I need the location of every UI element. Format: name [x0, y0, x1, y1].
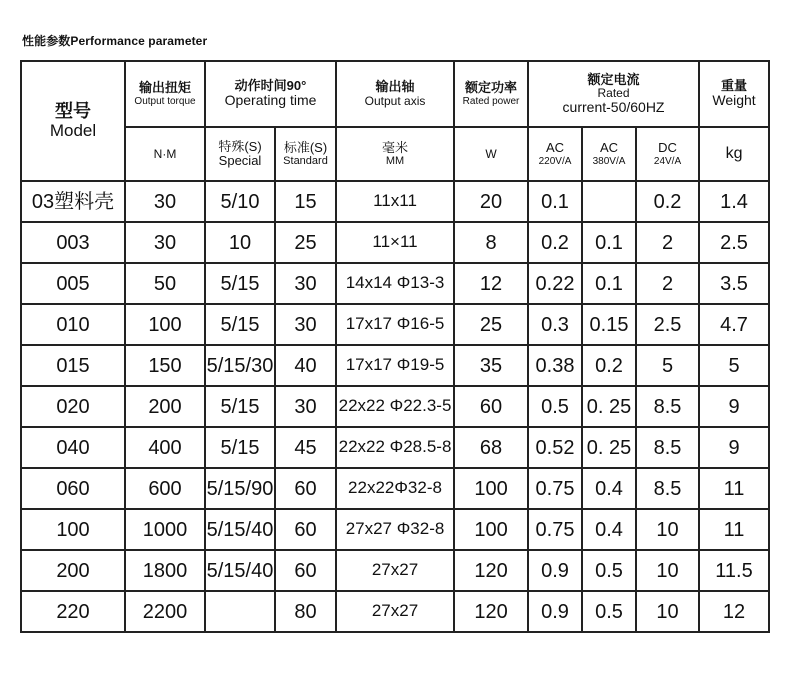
header-time [205, 61, 336, 127]
cell-dc24: 0.2 [636, 181, 699, 222]
cell-model: 005 [21, 263, 125, 304]
ac220-voltage: 220V/A [538, 155, 572, 167]
table-row [21, 550, 769, 591]
axis-unit-zh: 毫米 [382, 139, 409, 155]
cell-ac220: 0.1 [528, 181, 582, 222]
cell-weight: 11 [699, 468, 769, 509]
cell-ac380: 0.2 [582, 345, 636, 386]
cell-axis: 11x11 [336, 181, 454, 222]
table-row [21, 509, 769, 550]
header-row [21, 61, 769, 127]
cell-special: 5/15/90 [205, 468, 275, 509]
cell-axis: 27x27 Φ32-8 [336, 509, 454, 550]
header-weight-en: Weight [712, 92, 756, 109]
table-row [21, 263, 769, 304]
cell-ac220: 0.38 [528, 345, 582, 386]
cell-weight: 4.7 [699, 304, 769, 345]
header-weight-zh: 重量 [721, 78, 748, 94]
header-current-en-line1: Rated [597, 85, 630, 100]
header-axis [336, 61, 454, 127]
cell-standard: 60 [275, 509, 336, 550]
weight-unit: kg [725, 145, 743, 163]
header-time-zh: 动作时间90° [234, 78, 307, 94]
header-power [454, 61, 528, 127]
cell-ac220: 0.3 [528, 304, 582, 345]
cell-power: 8 [454, 222, 528, 263]
cell-special: 5/15/40 [205, 509, 275, 550]
cell-model: 010 [21, 304, 125, 345]
cell-ac220: 0.9 [528, 591, 582, 632]
cell-power: 25 [454, 304, 528, 345]
cell-model: 03塑料壳 [21, 181, 125, 222]
cell-weight: 12 [699, 591, 769, 632]
cell-power: 12 [454, 263, 528, 304]
cell-ac380: 0.1 [582, 263, 636, 304]
ac220-label: AC [545, 140, 565, 156]
subheader-torque-unit [125, 127, 205, 181]
cell-standard: 30 [275, 386, 336, 427]
cell-axis: 22x22 Φ28.5-8 [336, 427, 454, 468]
subheader-standard [275, 127, 336, 181]
cell-standard: 30 [275, 304, 336, 345]
cell-model: 060 [21, 468, 125, 509]
header-model [21, 61, 125, 181]
standard-zh: 标准(S) [283, 139, 328, 155]
cell-ac380: 0. 25 [582, 427, 636, 468]
cell-torque: 50 [125, 263, 205, 304]
ac380-voltage: 380V/A [592, 155, 626, 167]
special-zh: 特殊(S) [218, 138, 262, 154]
cell-torque: 600 [125, 468, 205, 509]
cell-standard: 15 [275, 181, 336, 222]
header-torque [125, 61, 205, 127]
cell-special: 5/15/30 [205, 345, 275, 386]
power-unit: W [485, 147, 497, 162]
cell-power: 35 [454, 345, 528, 386]
cell-torque: 400 [125, 427, 205, 468]
cell-model: 015 [21, 345, 125, 386]
cell-standard: 60 [275, 468, 336, 509]
cell-ac380: 0.4 [582, 509, 636, 550]
cell-standard: 60 [275, 550, 336, 591]
cell-special: 10 [205, 222, 275, 263]
cell-standard: 80 [275, 591, 336, 632]
table-row [21, 181, 769, 222]
cell-ac220: 0.9 [528, 550, 582, 591]
cell-model: 040 [21, 427, 125, 468]
header-axis-zh: 输出轴 [375, 79, 415, 95]
cell-standard: 25 [275, 222, 336, 263]
table-row [21, 427, 769, 468]
cell-ac220: 0.2 [528, 222, 582, 263]
subheader-ac220 [528, 127, 582, 181]
subheader-dc24 [636, 127, 699, 181]
cell-dc24: 2 [636, 263, 699, 304]
cell-weight: 2.5 [699, 222, 769, 263]
cell-special [205, 591, 275, 632]
cell-power: 120 [454, 550, 528, 591]
cell-axis: 27x27 [336, 550, 454, 591]
standard-en: Standard [283, 155, 328, 168]
cell-dc24: 2 [636, 222, 699, 263]
torque-unit: N·M [153, 147, 177, 162]
cell-special: 5/10 [205, 181, 275, 222]
cell-ac380: 0. 25 [582, 386, 636, 427]
table-row [21, 468, 769, 509]
cell-weight: 3.5 [699, 263, 769, 304]
cell-special: 5/15 [205, 304, 275, 345]
cell-dc24: 8.5 [636, 427, 699, 468]
cell-ac380: 0.4 [582, 468, 636, 509]
table-row [21, 591, 769, 632]
cell-model: 100 [21, 509, 125, 550]
page-title: 性能参数Performance parameter [22, 34, 208, 48]
dc24-label: DC [658, 140, 677, 156]
axis-unit-en: MM [385, 155, 405, 168]
cell-special: 5/15 [205, 427, 275, 468]
table-body [21, 61, 769, 632]
table-row [21, 386, 769, 427]
cell-axis: 14x14 Φ13-3 [336, 263, 454, 304]
cell-power: 120 [454, 591, 528, 632]
cell-standard: 45 [275, 427, 336, 468]
cell-ac380: 0.1 [582, 222, 636, 263]
cell-dc24: 8.5 [636, 386, 699, 427]
header-torque-en: Output torque [134, 95, 196, 107]
header-current [528, 61, 699, 127]
header-current-en-line2: current-50/60HZ [562, 99, 665, 116]
cell-axis: 22x22 Φ22.3-5 [336, 386, 454, 427]
subheader-weight-unit [699, 127, 769, 181]
header-torque-zh: 输出扭矩 [138, 80, 191, 96]
cell-power: 100 [454, 509, 528, 550]
cell-axis: 27x27 [336, 591, 454, 632]
header-model-en: Model [49, 120, 97, 140]
cell-axis: 17x17 Φ16-5 [336, 304, 454, 345]
cell-axis: 11×11 [336, 222, 454, 263]
cell-standard: 40 [275, 345, 336, 386]
cell-torque: 2200 [125, 591, 205, 632]
cell-dc24: 10 [636, 550, 699, 591]
cell-ac380: 0.5 [582, 591, 636, 632]
cell-ac380: 0.5 [582, 550, 636, 591]
special-en: Special [218, 153, 262, 168]
cell-torque: 30 [125, 222, 205, 263]
header-current-zh: 额定电流 [587, 71, 640, 87]
table-row [21, 345, 769, 386]
header-model-zh: 型号 [55, 100, 91, 121]
header-power-zh: 额定功率 [465, 80, 518, 96]
performance-table [20, 60, 770, 633]
cell-ac380: 0.15 [582, 304, 636, 345]
cell-ac220: 0.75 [528, 468, 582, 509]
cell-weight: 9 [699, 386, 769, 427]
cell-ac220: 0.22 [528, 263, 582, 304]
header-power-en: Rated power [462, 95, 520, 107]
subheader-special [205, 127, 275, 181]
cell-torque: 30 [125, 181, 205, 222]
subheader-row [21, 127, 769, 181]
dc24-voltage: 24V/A [653, 155, 682, 167]
cell-special: 5/15/40 [205, 550, 275, 591]
cell-model: 200 [21, 550, 125, 591]
cell-standard: 30 [275, 263, 336, 304]
cell-torque: 1000 [125, 509, 205, 550]
cell-power: 100 [454, 468, 528, 509]
cell-weight: 9 [699, 427, 769, 468]
ac380-label: AC [599, 140, 619, 156]
cell-dc24: 10 [636, 509, 699, 550]
cell-torque: 150 [125, 345, 205, 386]
cell-torque: 200 [125, 386, 205, 427]
cell-weight: 5 [699, 345, 769, 386]
cell-weight: 1.4 [699, 181, 769, 222]
cell-torque: 1800 [125, 550, 205, 591]
cell-dc24: 5 [636, 345, 699, 386]
cell-weight: 11 [699, 509, 769, 550]
cell-torque: 100 [125, 304, 205, 345]
cell-power: 60 [454, 386, 528, 427]
cell-power: 68 [454, 427, 528, 468]
cell-ac220: 0.52 [528, 427, 582, 468]
cell-dc24: 10 [636, 591, 699, 632]
cell-ac220: 0.5 [528, 386, 582, 427]
cell-special: 5/15 [205, 386, 275, 427]
header-axis-en: Output axis [364, 93, 426, 108]
header-time-en: Operating time [224, 92, 317, 109]
cell-axis: 22x22Φ32-8 [336, 468, 454, 509]
table-row [21, 222, 769, 263]
cell-dc24: 8.5 [636, 468, 699, 509]
cell-ac220: 0.75 [528, 509, 582, 550]
cell-dc24: 2.5 [636, 304, 699, 345]
cell-power: 20 [454, 181, 528, 222]
cell-ac380 [582, 181, 636, 222]
cell-model: 020 [21, 386, 125, 427]
subheader-axis-unit [336, 127, 454, 181]
header-weight [699, 61, 769, 127]
cell-special: 5/15 [205, 263, 275, 304]
cell-axis: 17x17 Φ19-5 [336, 345, 454, 386]
cell-model: 003 [21, 222, 125, 263]
table-row [21, 304, 769, 345]
cell-weight: 11.5 [699, 550, 769, 591]
subheader-power-unit [454, 127, 528, 181]
subheader-ac380 [582, 127, 636, 181]
cell-model: 220 [21, 591, 125, 632]
